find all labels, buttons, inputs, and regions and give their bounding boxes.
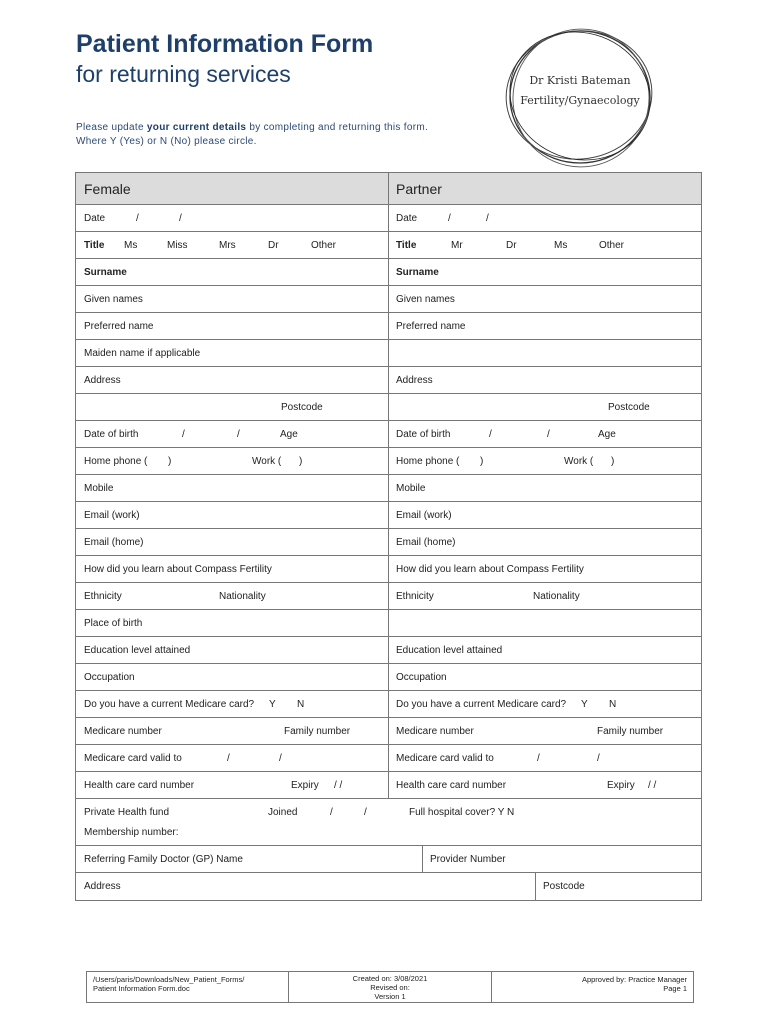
- female-phone-field[interactable]: Home phone ( ) Work ( ): [76, 448, 389, 474]
- medicare-question-row: [76, 691, 701, 718]
- learn-row: [76, 556, 701, 583]
- female-medicare-valid-field[interactable]: Medicare card valid to / /: [76, 745, 389, 771]
- form-subtitle: for returning services: [76, 61, 291, 87]
- postcode-row: [76, 394, 701, 421]
- gp-address-row: [76, 873, 701, 900]
- partner-title-field[interactable]: Title Mr Dr Ms Other: [396, 240, 625, 251]
- female-mobile-field[interactable]: Mobile: [76, 475, 389, 501]
- partner-email-work-field[interactable]: Email (work): [396, 510, 452, 521]
- document-footer: [86, 971, 694, 1003]
- partner-date-field[interactable]: Date / /: [396, 213, 489, 224]
- logo-line-2: Fertility/Gynaecology: [520, 94, 640, 107]
- female-postcode-field[interactable]: Postcode: [76, 394, 389, 420]
- title-option[interactable]: Dr: [268, 240, 279, 251]
- title-option[interactable]: Other: [311, 240, 337, 251]
- female-medicare-question-field[interactable]: Do you have a current Medicare card? Y N: [76, 691, 389, 717]
- occupation-row: [76, 664, 701, 691]
- place-of-birth-row: [76, 610, 701, 637]
- footer-revision: Created on: 3/08/2021 Revised on: Version 1: [289, 972, 492, 1002]
- no-option[interactable]: N: [297, 699, 305, 710]
- ethnicity-row: [76, 583, 701, 610]
- female-maiden-name-field[interactable]: Maiden name if applicable: [76, 340, 389, 366]
- title-option[interactable]: Mr: [451, 240, 463, 251]
- referring-doctor-field[interactable]: Referring Family Doctor (GP) Name: [76, 846, 423, 872]
- surname-row: [76, 259, 701, 286]
- female-dob-field[interactable]: Date of birth / / Age: [76, 421, 389, 447]
- female-surname-field[interactable]: Surname: [76, 259, 389, 285]
- medicare-number-row: [76, 718, 701, 745]
- gp-address-field[interactable]: Address: [76, 873, 536, 900]
- partner-dob-field[interactable]: Date of birth / / Age: [396, 429, 616, 440]
- partner-ethnicity-field[interactable]: Ethnicity Nationality: [396, 591, 580, 602]
- title-option[interactable]: Ms: [554, 240, 568, 251]
- female-date-field[interactable]: Date / /: [76, 205, 389, 231]
- partner-mobile-field[interactable]: Mobile: [396, 483, 426, 494]
- education-row: [76, 637, 701, 664]
- partner-medicare-question-field[interactable]: Do you have a current Medicare card? Y N: [396, 699, 617, 710]
- partner-given-names-field[interactable]: Given names: [396, 294, 455, 305]
- title-option[interactable]: Other: [599, 240, 625, 251]
- partner-surname-field[interactable]: Surname: [396, 267, 439, 278]
- email-work-row: [76, 502, 701, 529]
- title-option[interactable]: Ms: [124, 240, 138, 251]
- medicare-valid-row: [76, 745, 701, 772]
- dob-row: [76, 421, 701, 448]
- given-names-row: [76, 286, 701, 313]
- partner-email-home-field[interactable]: Email (home): [396, 537, 456, 548]
- provider-number-field[interactable]: Provider Number: [430, 854, 506, 865]
- female-place-of-birth-field[interactable]: Place of birth: [76, 610, 389, 636]
- date-row: [76, 205, 701, 232]
- partner-postcode-field[interactable]: Postcode: [608, 402, 650, 413]
- empty-cell: [389, 340, 701, 366]
- form-title: Patient Information Form: [76, 30, 374, 58]
- yes-option[interactable]: Y: [269, 699, 276, 710]
- private-fund-field[interactable]: Private Health fund Joined / / Full hospital cover? Y N Membership number:: [84, 807, 515, 838]
- partner-heading: Partner: [396, 181, 442, 197]
- intro-text: Please update your current details by completing and returning this form. Where Y (Yes) or N (No) please circle.: [76, 122, 429, 147]
- female-email-work-field[interactable]: Email (work): [76, 502, 389, 528]
- no-option[interactable]: N: [609, 699, 617, 710]
- address-row: [76, 367, 701, 394]
- partner-learn-field[interactable]: How did you learn about Compass Fertility: [396, 564, 584, 575]
- footer-path: /Users/paris/Downloads/New_Patient_Forms/ Patient Information Form.doc: [87, 972, 289, 1002]
- female-education-field[interactable]: Education level attained: [76, 637, 389, 663]
- gp-postcode-field[interactable]: Postcode: [543, 881, 585, 892]
- preferred-name-row: [76, 313, 701, 340]
- female-heading: Female: [84, 181, 131, 197]
- maiden-name-row: [76, 340, 701, 367]
- female-learn-field[interactable]: How did you learn about Compass Fertility: [76, 556, 389, 582]
- female-medicare-number-field[interactable]: Medicare number Family number: [76, 718, 389, 744]
- partner-health-card-field[interactable]: Health care card number Expiry / /: [396, 780, 657, 791]
- header-row: [76, 173, 701, 205]
- logo-line-1: Dr Kristi Bateman: [529, 74, 631, 87]
- female-occupation-field[interactable]: Occupation: [76, 664, 389, 690]
- title-option[interactable]: Dr: [506, 240, 517, 251]
- female-address-field[interactable]: Address: [76, 367, 389, 393]
- female-health-card-field[interactable]: Health care card number Expiry / /: [76, 772, 389, 798]
- partner-phone-field[interactable]: Home phone ( ) Work ( ): [396, 456, 615, 467]
- partner-education-field[interactable]: Education level attained: [396, 645, 503, 656]
- phone-row: [76, 448, 701, 475]
- partner-occupation-field[interactable]: Occupation: [396, 672, 447, 683]
- mobile-row: [76, 475, 701, 502]
- referring-doctor-row: [76, 846, 701, 873]
- partner-preferred-name-field[interactable]: Preferred name: [396, 321, 466, 332]
- female-preferred-name-field[interactable]: Preferred name: [76, 313, 389, 339]
- title-option[interactable]: Mrs: [219, 240, 236, 251]
- partner-medicare-valid-field[interactable]: Medicare card valid to / /: [396, 753, 600, 764]
- female-given-names-field[interactable]: Given names: [76, 286, 389, 312]
- yes-option[interactable]: Y: [581, 699, 588, 710]
- email-home-row: [76, 529, 701, 556]
- title-row: [76, 232, 701, 259]
- female-title-field[interactable]: Title Ms Miss Mrs Dr Other: [76, 232, 389, 258]
- partner-address-field[interactable]: Address: [396, 375, 433, 386]
- footer-approval: Approved by: Practice Manager Page 1: [581, 975, 687, 993]
- title-option[interactable]: Miss: [167, 240, 188, 251]
- empty-cell: [389, 610, 701, 636]
- partner-medicare-number-field[interactable]: Medicare number Family number: [396, 726, 664, 737]
- female-email-home-field[interactable]: Email (home): [76, 529, 389, 555]
- patient-form-table: [75, 172, 702, 901]
- private-fund-row[interactable]: [76, 799, 701, 846]
- health-card-row: [76, 772, 701, 799]
- female-ethnicity-field[interactable]: Ethnicity Nationality: [76, 583, 389, 609]
